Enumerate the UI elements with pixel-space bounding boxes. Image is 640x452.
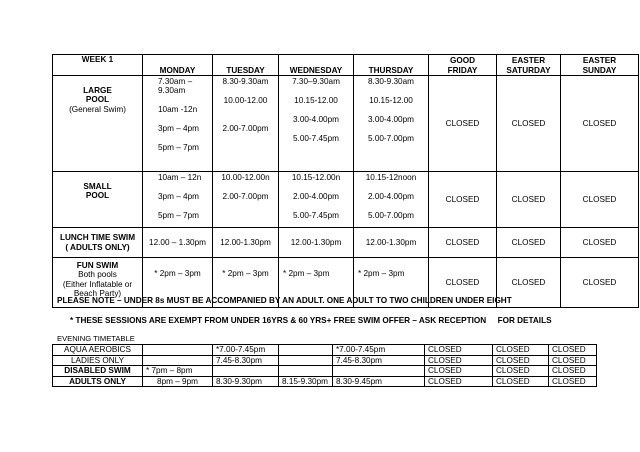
evening-timetable-title: EVENING TIMETABLE	[57, 334, 135, 343]
table-row	[53, 345, 597, 356]
cell-good-friday: CLOSED	[429, 258, 497, 308]
row-label-subtitle: (General Swim)	[69, 104, 126, 114]
evening-cell	[213, 366, 279, 377]
evening-cell: *7.00-7.45pm	[213, 345, 279, 356]
evening-cell: CLOSED	[493, 376, 549, 387]
cell-good-friday: CLOSED	[429, 76, 497, 172]
cell-good-friday: CLOSED	[429, 172, 497, 228]
evening-cell: 7.45-8.30pm	[333, 355, 425, 366]
cell-thursday: 12.00-1.30pm	[354, 228, 429, 258]
header-tuesday: TUESDAY	[213, 55, 279, 76]
cell-tuesday: 10.00-12.00n 2.00-7.00pm	[213, 172, 279, 228]
evening-label-aqua-aerobics: AQUA AEROBICS	[53, 345, 143, 356]
cell-tuesday: * 2pm – 3pm	[213, 258, 279, 308]
cell-monday: 12.00 – 1.30pm	[143, 228, 213, 258]
note-under-8s: PLEASE NOTE – UNDER 8s MUST BE ACCOMPANIED BY AN ADULT. ONE ADULT TO TWO CHILDREN UNDER EIGHT	[57, 296, 512, 305]
cell-easter-sunday: CLOSED	[561, 76, 639, 172]
evening-cell	[279, 355, 333, 366]
header-thursday: THURSDAY	[354, 55, 429, 76]
evening-cell: CLOSED	[425, 376, 493, 387]
evening-cell	[143, 355, 213, 366]
evening-cell: CLOSED	[493, 345, 549, 356]
row-label-lunch-time-swim: LUNCH TIME SWIM ( ADULTS ONLY)	[53, 228, 143, 258]
row-label-title: FUN SWIM	[76, 261, 119, 270]
evening-cell: *7.00-7.45pm	[333, 345, 425, 356]
header-good-friday: GOOD FRIDAY	[429, 55, 497, 76]
evening-cell: CLOSED	[549, 345, 597, 356]
evening-timetable	[52, 344, 597, 387]
cell-thursday: 10.15-12noon 2.00-4.00pm 5.00-7.00pm	[354, 172, 429, 228]
cell-monday: 7.30am – 9.30am 10am -12n 3pm – 4pm 5pm – 7pm	[143, 76, 213, 172]
evening-cell: 8pm – 9pm	[143, 376, 213, 387]
row-label-title: LARGE POOL	[83, 86, 112, 105]
table-row	[53, 366, 597, 377]
cell-wednesday: * 2pm – 3pm	[279, 258, 354, 308]
evening-cell	[143, 345, 213, 356]
evening-label-disabled-swim: DISABLED SWIM	[53, 366, 143, 377]
note-exempt-sessions: * THESE SESSIONS ARE EXEMPT FROM UNDER 16YRS & 60 YRS+ FREE SWIM OFFER – ASK RECEPTION FOR DETAILS	[70, 316, 552, 325]
evening-cell: CLOSED	[549, 355, 597, 366]
evening-cell: CLOSED	[493, 355, 549, 366]
table-row	[53, 355, 597, 366]
cell-wednesday: 12.00-1.30pm	[279, 228, 354, 258]
cell-easter-sunday: CLOSED	[561, 228, 639, 258]
header-wednesday: WEDNESDAY	[279, 55, 354, 76]
cell-monday: 10am – 12n 3pm – 4pm 5pm – 7pm	[143, 172, 213, 228]
cell-wednesday: 7.30–9.30am 10.15-12.00 3.00-4.00pm 5.00-7.45pm	[279, 76, 354, 172]
evening-cell: * 7pm – 8pm	[143, 366, 213, 377]
header-easter-sunday: EASTER SUNDAY	[561, 55, 639, 76]
header-monday: MONDAY	[143, 55, 213, 76]
cell-easter-saturday: CLOSED	[497, 76, 561, 172]
evening-cell: 7.45-8.30pm	[213, 355, 279, 366]
evening-cell: CLOSED	[425, 366, 493, 377]
cell-wednesday: 10.15-12.00n 2.00-4.00pm 5.00-7.45pm	[279, 172, 354, 228]
evening-cell: CLOSED	[549, 366, 597, 377]
cell-tuesday: 8.30-9.30am 10.00-12.00 2.00-7.00pm	[213, 76, 279, 172]
cell-thursday: 8.30-9.30am 10.15-12.00 3.00-4.00pm 5.00-7.00pm	[354, 76, 429, 172]
evening-cell: CLOSED	[493, 366, 549, 377]
evening-cell	[279, 345, 333, 356]
evening-cell: 8.15-9.30pm	[279, 376, 333, 387]
row-label-small-pool	[53, 172, 143, 228]
cell-good-friday: CLOSED	[429, 228, 497, 258]
row-label-large-pool	[53, 76, 143, 172]
header-week: WEEK 1	[53, 55, 143, 76]
weekly-timetable	[52, 54, 639, 308]
row-label-title: SMALL POOL	[83, 182, 112, 201]
table-row	[53, 76, 639, 172]
cell-easter-sunday: CLOSED	[561, 172, 639, 228]
cell-tuesday: 12.00-1.30pm	[213, 228, 279, 258]
evening-cell	[279, 366, 333, 377]
cell-monday: * 2pm – 3pm	[143, 258, 213, 308]
evening-cell	[333, 366, 425, 377]
table-row	[53, 228, 639, 258]
header-easter-saturday: EASTER SATURDAY	[497, 55, 561, 76]
cell-easter-saturday: CLOSED	[497, 228, 561, 258]
cell-easter-sunday: CLOSED	[561, 258, 639, 308]
evening-cell: CLOSED	[425, 345, 493, 356]
cell-easter-saturday: CLOSED	[497, 258, 561, 308]
evening-cell: 8.30-9.30pm	[213, 376, 279, 387]
evening-label-adults-only: ADULTS ONLY	[53, 376, 143, 387]
cell-easter-saturday: CLOSED	[497, 172, 561, 228]
evening-cell: CLOSED	[549, 376, 597, 387]
evening-cell: CLOSED	[425, 355, 493, 366]
evening-cell: 8.30-9.45pm	[333, 376, 425, 387]
table-row	[53, 376, 597, 387]
cell-thursday: * 2pm – 3pm	[354, 258, 429, 308]
table-row	[53, 172, 639, 228]
header-row	[53, 55, 639, 76]
row-label-subtitle: Both pools (Either Inflatable or Beach Party)	[62, 270, 133, 299]
evening-label-ladies-only: LADIES ONLY	[53, 355, 143, 366]
